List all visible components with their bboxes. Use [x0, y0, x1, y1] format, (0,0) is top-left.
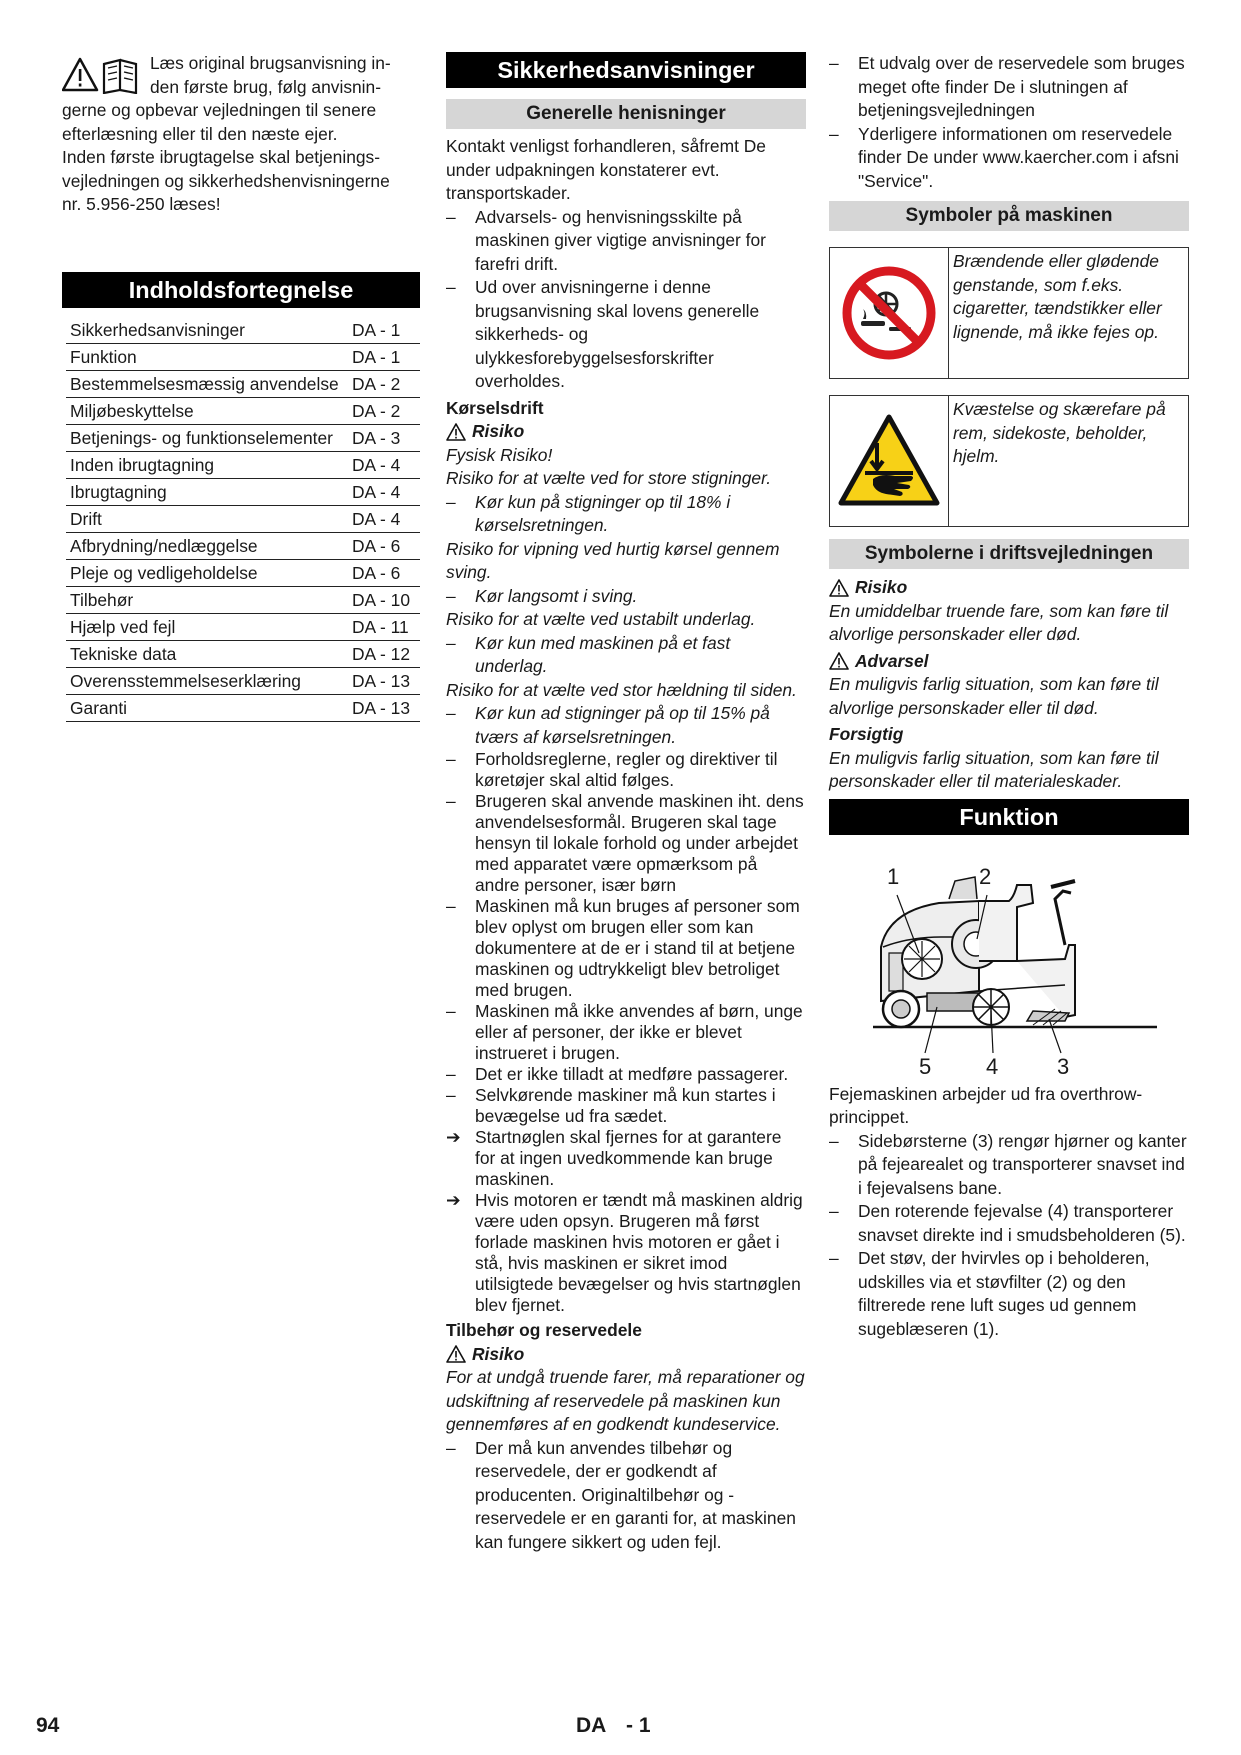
symbol-description: Brændende eller glødende genstande, som f.eks. cigaretter, tændstikker eller lignende, må ikke fejes op.: [953, 251, 1162, 342]
toc-title: Betjenings- og funktionselementer: [66, 425, 350, 452]
toc-title: Pleje og vedligeholdelse: [66, 560, 350, 587]
general-heading: Generelle henisninger: [446, 99, 806, 129]
list-item: – Selvkørende maskiner må kun startes i bevægelse ud fra sædet.: [446, 1085, 776, 1126]
toc-title: Bestemmelsesmæssig anvendelse: [66, 371, 350, 398]
toc-row: [66, 533, 420, 560]
risk-label: Risiko: [829, 576, 1189, 600]
warning-icon: [829, 652, 849, 670]
toc-title: Garanti: [66, 695, 350, 722]
paragraph: Risiko for vipning ved hurtig kørsel gennem sving.: [446, 538, 780, 582]
no-burning-objects-icon: [841, 265, 937, 361]
toc-page: DA - 10: [350, 587, 420, 614]
toc-title: Ibrugtagning: [66, 479, 350, 506]
symbol-image: [830, 248, 949, 378]
toc-row: [66, 668, 420, 695]
toc-title: Funktion: [66, 344, 350, 371]
list-item: – Den roterende fejevalse (4) transporterer snavset direkte ind i smudsbeholderen (5).: [829, 1201, 1186, 1245]
toc-row: [66, 371, 420, 398]
list-item: – Brugeren skal anvende maskinen iht. dens anvendelsesformål. Brugeren skal tage hensyn til lokale forhold og under arbejdet med apparatet være opmærksom på andre personer, især børn: [446, 791, 804, 895]
intro: [62, 52, 420, 238]
table-of-contents: [66, 317, 420, 722]
arrow-item: ➔ Hvis motoren er tændt må maskinen aldrig være uden opsyn. Brugeren må først forlade maskinen hvis motoren er gået i stå, hvis maskinen er sikret imod utilsigtede bevægelser og hvis startnøglen blev fjernet.: [446, 1190, 803, 1315]
toc-page: DA - 1: [350, 317, 420, 344]
toc-title: Drift: [66, 506, 350, 533]
toc-row: [66, 695, 420, 722]
arrow-icon: ➔: [446, 1190, 461, 1210]
paragraph: For at undgå truende farer, må reparationer og udskiftning af reservedele på maskinen kun gennemføres af en godkendt kundeservice.: [446, 1367, 805, 1434]
paragraph: En umiddelbar truende fare, som kan føre til alvorlige personskader eller død.: [829, 600, 1169, 644]
toc-row: [66, 560, 420, 587]
toc-row: [66, 506, 420, 533]
warning-label: Advarsel: [829, 650, 1189, 674]
toc-row: [66, 344, 420, 371]
paragraph: En muligvis farlig situation, som kan føre til personskader eller til materialeskader.: [829, 747, 1159, 791]
figure-label: 2: [979, 863, 992, 889]
list-item: – Maskinen må kun bruges af personer som blev oplyst om brugen eller som kan dokumentere at de er i stand til at betjene maskinen og udtrykkeligt blev betroliget med brugen.: [446, 896, 800, 1000]
figure-label: 1: [887, 863, 900, 889]
list-item: – Ud over anvisningerne i denne brugsanvisning skal lovens generelle sikkerheds- og ulykkesforebyggelsesforskrifter overholdes.: [446, 277, 760, 391]
figure-label: 3: [1057, 1053, 1070, 1079]
section-heading: Tilbehør og reservedele: [446, 1320, 642, 1340]
toc-title: Inden ibrugtagning: [66, 452, 350, 479]
intro-text: gerne og opbevar vejledningen til senere: [62, 100, 377, 120]
intro-text: efterlæsning eller til den næste ejer.: [62, 123, 338, 144]
column-3: [829, 52, 1189, 1341]
toc-row: [66, 479, 420, 506]
toc-row: [66, 452, 420, 479]
list-item: – Det støv, der hvirvles op i beholderen, udskilles via et støvfilter (2) og den filtrerede rene luft suges ud gennem sugeblæseren (1).: [829, 1248, 1150, 1339]
paragraph: Risiko for at vælte ved for store stigninger.: [446, 468, 772, 488]
page-number: 94: [36, 1714, 60, 1737]
arrow-icon: ➔: [446, 1127, 461, 1147]
function-figure: [829, 841, 1189, 1083]
toc-title: Sikkerhedsanvisninger: [66, 317, 350, 344]
symbol-row: [829, 395, 1189, 527]
arrow-item: ➔ Startnøglen skal fjernes for at garantere for at ingen uvedkommende kan bruge maskinen.: [446, 1127, 782, 1189]
toc-heading: Indholdsfortegnelse: [62, 272, 420, 308]
list-item: – Forholdsreglerne, regler og direktiver til køretøjer skal altid følges.: [446, 749, 778, 790]
toc-page: DA - 12: [350, 641, 420, 668]
list-item: – Kør kun på stigninger op til 18% i kørselsretningen.: [446, 491, 731, 535]
paragraph: Fysisk Risiko!: [446, 444, 553, 465]
sweeper-diagram: [829, 841, 1189, 1083]
column-2: [446, 52, 806, 1554]
symbol-image: [830, 396, 949, 526]
list-item: – Det er ikke tilladt at medføre passagerer.: [446, 1064, 789, 1084]
toc-page: DA - 3: [350, 425, 420, 452]
intro-text: Inden første ibrugtagelse skal betjenings-: [62, 147, 381, 167]
toc-page: DA - 4: [350, 506, 420, 533]
symbols-heading: Symboler på maskinen: [829, 201, 1189, 231]
intro-text: den første brug, følg anvisnin-: [150, 76, 382, 97]
manual-symbols-heading: Symbolerne i driftsvejledningen: [829, 539, 1189, 569]
list-item: – Kør langsomt i sving.: [446, 585, 638, 606]
column-1: [62, 52, 420, 722]
warning-icon: [446, 423, 466, 441]
list-item: – Yderligere informationen om reservedele finder De under www.kaercher.com i afsni "Service".: [829, 123, 1179, 191]
paragraph: Kontakt venligst forhandleren, såfremt De under udpakningen konstaterer evt. transportskader.: [446, 136, 766, 203]
toc-row: [66, 317, 420, 344]
safety-heading: Sikkerhedsanvisninger: [446, 52, 806, 88]
toc-page: DA - 6: [350, 533, 420, 560]
list-item: – Maskinen må ikke anvendes af børn, unge eller af personer, der ikke er blevet instrueret i brugen.: [446, 1001, 803, 1063]
toc-title: Tekniske data: [66, 641, 350, 668]
toc-page: DA - 1: [350, 344, 420, 371]
crush-hazard-icon: [837, 413, 941, 509]
paragraph: Risiko for at vælte ved stor hældning til siden.: [446, 679, 797, 700]
toc-row: [66, 398, 420, 425]
function-heading: Funktion: [829, 799, 1189, 835]
figure-label: 4: [986, 1053, 999, 1079]
symbol-row: [829, 247, 1189, 379]
section-heading: Kørselsdrift: [446, 397, 544, 418]
warning-manual-icon: [62, 56, 142, 94]
risk-label: Risiko: [446, 420, 806, 444]
toc-page: DA - 2: [350, 371, 420, 398]
toc-title: Afbrydning/nedlæggelse: [66, 533, 350, 560]
list-item: – Et udvalg over de reservedele som bruges meget ofte finder De i slutningen af betjeningsvejledningen: [829, 53, 1185, 120]
intro-text: nr. 5.956-250 læses!: [62, 194, 221, 214]
toc-page: DA - 4: [350, 479, 420, 506]
paragraph: Risiko for at vælte ved ustabilt underlag.: [446, 609, 756, 629]
figure-label: 5: [919, 1053, 932, 1079]
toc-page: DA - 2: [350, 398, 420, 425]
risk-label: Risiko: [446, 1343, 806, 1367]
toc-row: [66, 425, 420, 452]
symbol-description: Kvæstelse og skærefare på rem, sidekoste, beholder, hjelm.: [953, 399, 1166, 466]
list-item: – Kør kun med maskinen på et fast underlag.: [446, 632, 731, 676]
toc-row: [66, 614, 420, 641]
intro-text: vejledningen og sikkerhedshenvisningerne: [62, 170, 390, 191]
warning-icon: [446, 1345, 466, 1363]
toc-row: [66, 641, 420, 668]
language-code: DA: [576, 1714, 607, 1737]
list-item: – Advarsels- og henvisningsskilte på maskinen giver vigtige anvisninger for farefri drift.: [446, 206, 766, 274]
page-reference: - 1: [626, 1714, 651, 1737]
toc-page: DA - 4: [350, 452, 420, 479]
toc-title: Tilbehør: [66, 587, 350, 614]
toc-title: Overensstemmelseserklæring: [66, 668, 350, 695]
warning-icon: [829, 579, 849, 597]
list-item: – Kør kun ad stigninger på op til 15% på tværs af kørselsretningen.: [446, 703, 770, 747]
list-item: – Der må kun anvendes tilbehør og reservedele, der er godkendt af producenten. Originaltilbehør og -reservedele er en garanti for, at maskinen kan fungere sikkert og uden fejl.: [446, 1437, 796, 1552]
toc-title: Hjælp ved fejl: [66, 614, 350, 641]
toc-page: DA - 6: [350, 560, 420, 587]
toc-page: DA - 11: [350, 614, 420, 641]
toc-title: Miljøbeskyttelse: [66, 398, 350, 425]
intro-text: Læs original brugsanvisning in-: [150, 53, 391, 73]
toc-row: [66, 587, 420, 614]
paragraph: En muligvis farlig situation, som kan føre til alvorlige personskader eller til død.: [829, 674, 1159, 718]
toc-page: DA - 13: [350, 668, 420, 695]
list-item: – Sidebørsterne (3) rengør hjørner og kanter på fejearealet og transporterer snavset ind i fejevalsens bane.: [829, 1130, 1187, 1198]
toc-page: DA - 13: [350, 695, 420, 722]
paragraph: Fejemaskinen arbejder ud fra overthrow-princippet.: [829, 1083, 1143, 1127]
caution-label: Forsigtig: [829, 724, 904, 744]
